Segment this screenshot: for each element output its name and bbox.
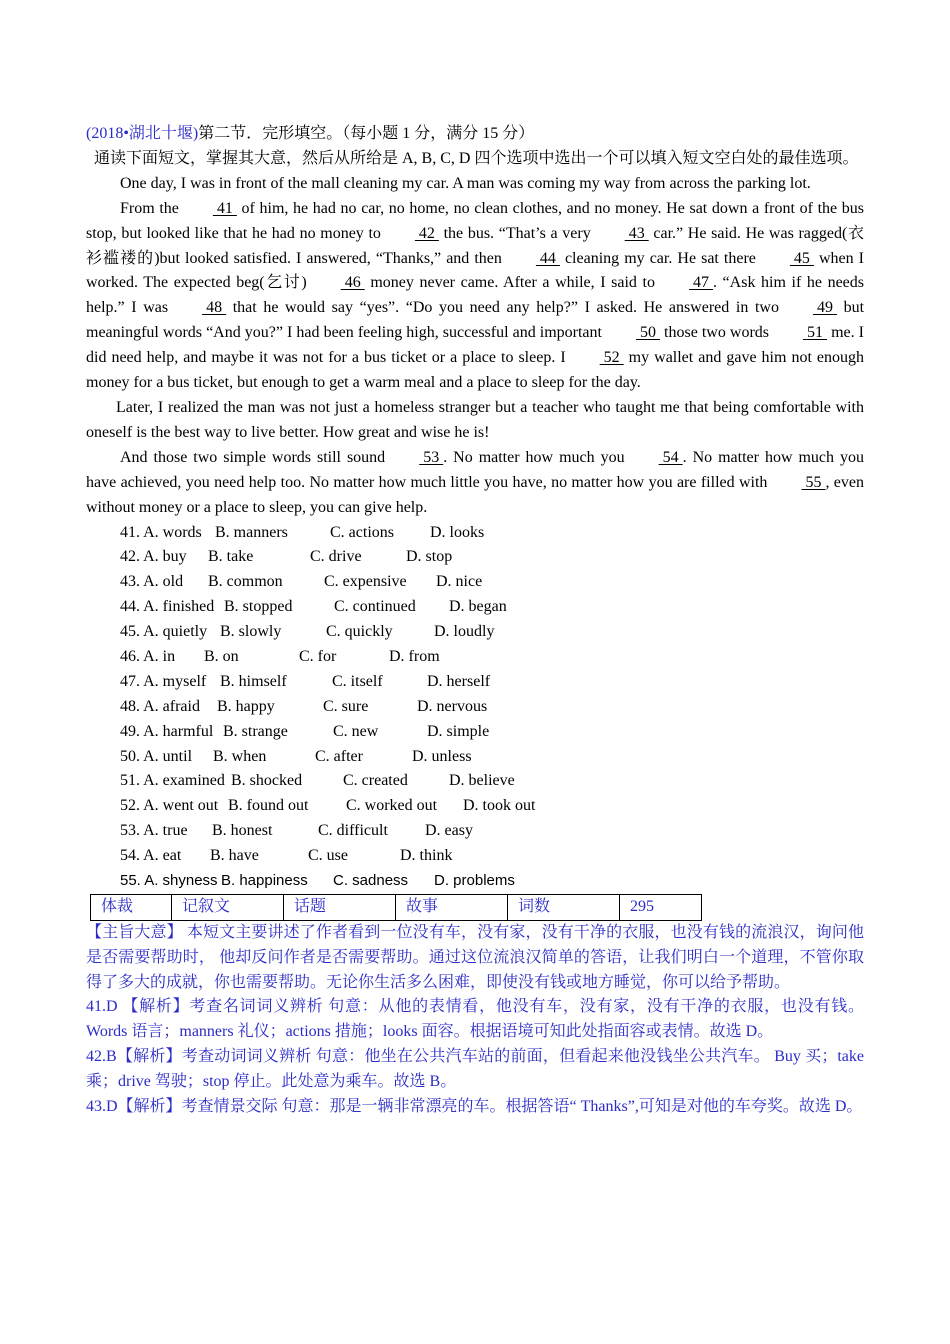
option-45-d: D. loudly xyxy=(434,623,495,641)
option-48-c: C. sure xyxy=(323,697,369,715)
instructions: 通读下面短文，掌握其大意，然后从所给是 A, B, C, D 四个选项中选出一个可以填入短文空白处的最佳选项。 xyxy=(94,149,859,167)
option-44-b: B. stopped xyxy=(224,598,293,616)
option-row-50 xyxy=(120,745,864,770)
question-header xyxy=(86,122,864,147)
option-53-d: D. easy xyxy=(425,822,473,840)
option-48-d: D. nervous xyxy=(417,697,488,715)
option-row-48 xyxy=(120,695,864,720)
option-41-d: D. looks xyxy=(430,523,485,541)
option-53-b: B. honest xyxy=(212,822,273,840)
blank-41: 41 xyxy=(212,199,237,217)
option-row-45 xyxy=(120,620,864,645)
option-row-44 xyxy=(120,595,864,620)
passage-paragraph-1: One day, I was in front of the mall cleaning my car. A man was coming my way from across the parking lot. xyxy=(120,174,811,192)
option-49-d: D. simple xyxy=(427,722,490,740)
option-49-c: C. new xyxy=(333,722,379,740)
option-row-52 xyxy=(120,794,864,819)
option-row-51 xyxy=(120,769,864,794)
option-43-b: B. common xyxy=(208,573,283,591)
option-41-a: 41. A. words xyxy=(120,523,202,541)
main-idea: 【主旨大意】 本短文主要讲述了作者看到一位没有车，没有家，没有干净的衣服，也没有钱的流浪汉，询问他是否需要帮助时， 他却反问作者是否需要帮助。通过这位流浪汉简单的答语，让我们明白一个道理，不管你取得了多大的成就，你也需要帮助。无论你生活多么困难，即使没有钱或地方睡觉，你可以给予帮助。 xyxy=(86,923,864,991)
section-title: 第二节．完形填空。（每小题 1 分，满分 15 分） xyxy=(198,125,535,142)
option-41-c: C. actions xyxy=(330,523,394,541)
option-48-a: 48. A. afraid xyxy=(120,697,200,715)
option-52-c: C. worked out xyxy=(346,797,438,815)
info-cell-genre: 记叙文 xyxy=(172,894,284,920)
option-55-d: D. problems xyxy=(434,871,515,889)
blank-51: 51 xyxy=(803,324,828,342)
option-49-a: 49. A. harmful xyxy=(120,722,214,740)
option-row-43 xyxy=(120,570,864,595)
option-47-a: 47. A. myself xyxy=(120,672,207,690)
source-tag: (2018•湖北十堰) xyxy=(86,125,199,142)
option-51-b: B. shocked xyxy=(231,772,303,790)
blank-52: 52 xyxy=(599,349,624,367)
option-46-b: B. on xyxy=(204,647,239,665)
option-43-a: 43. A. old xyxy=(120,573,184,591)
option-row-49 xyxy=(120,720,864,745)
option-43-d: D. nice xyxy=(436,573,483,591)
option-42-a: 42. A. buy xyxy=(120,548,187,566)
option-50-b: B. when xyxy=(213,747,267,765)
option-row-47 xyxy=(120,670,864,695)
option-47-b: B. himself xyxy=(220,672,287,690)
passage-paragraph-2: From the 41 of him, he had no car, no home, no clean clothes, and no money. He sat down a front of the bus stop, but looked like that he had no money to 42 the bus. “That’s a very 43 car.” He said. He was ragged(衣衫褴褛的)but looked satisfied. I answered, “Thanks,” and then 44 cleaning my car. He sat there 45 when I worked. The expected beg(乞讨) 46 money never came. After a while, I said to 47 . “Ask him if he needs help.” I was 48 that he would say “yes”. “Do you need any help?” I asked. He answered in two 49 but meaningful words “And you?” I had been feeling high, successful and important 50 those two words 51 me. I did need help, and maybe it was not for a bus ticket or a place to sleep. I 52 my wallet and gave him not enough money for a bus ticket, but enough to get a warm meal and a place to sleep for the day. xyxy=(86,197,864,396)
option-47-c: C. itself xyxy=(332,672,383,690)
option-50-a: 50. A. until xyxy=(120,747,193,765)
option-48-b: B. happy xyxy=(217,697,275,715)
info-cell-topic: 故事 xyxy=(396,894,508,920)
option-42-b: B. take xyxy=(208,548,254,566)
info-cell-topic-label: 话题 xyxy=(284,894,396,920)
option-53-a: 53. A. true xyxy=(120,822,188,840)
option-52-d: D. took out xyxy=(463,797,536,815)
option-row-42 xyxy=(120,545,864,570)
option-45-a: 45. A. quietly xyxy=(120,623,208,641)
info-cell-genre-label: 体裁 xyxy=(91,894,172,920)
blank-50: 50 xyxy=(635,324,660,342)
passage-paragraph-3: Later, I realized the man was not just a homeless stranger but a teacher who taught me that being comfortable with oneself is the best way to live better. How great and wise he is! xyxy=(86,398,864,441)
option-45-c: C. quickly xyxy=(326,623,393,641)
option-row-54 xyxy=(120,844,864,869)
option-row-55 xyxy=(120,869,864,894)
blank-53: 53 xyxy=(419,448,444,466)
option-47-d: D. herself xyxy=(427,672,491,690)
analysis-43: 43.D【解析】考查情景交际 句意：那是一辆非常漂亮的车。根据答语“ Thanks”,可知是对他的车夸奖。故选 D。 xyxy=(86,1098,863,1116)
option-44-d: D. began xyxy=(449,598,507,616)
option-51-a: 51. A. examined xyxy=(120,772,225,790)
document-content xyxy=(86,122,864,1120)
option-55-c: C. sadness xyxy=(333,871,409,889)
option-row-41 xyxy=(120,521,864,546)
answer-analysis xyxy=(86,921,864,1120)
blank-43: 43 xyxy=(624,224,649,242)
blank-47: 47 xyxy=(688,274,713,292)
option-row-53 xyxy=(120,819,864,844)
blank-46: 46 xyxy=(340,274,365,292)
option-44-c: C. continued xyxy=(334,598,416,616)
option-52-a: 52. A. went out xyxy=(120,797,219,815)
option-50-d: D. unless xyxy=(412,747,472,765)
blank-44: 44 xyxy=(535,249,560,267)
blank-49: 49 xyxy=(812,299,837,317)
info-cell-wordcount-label: 词数 xyxy=(508,894,620,920)
blank-42: 42 xyxy=(414,224,439,242)
blank-54: 54 xyxy=(658,448,683,466)
option-42-d: D. stop xyxy=(406,548,453,566)
options-list xyxy=(86,521,864,894)
option-55-a: 55. A. shyness xyxy=(120,871,218,889)
option-55-b: B. happiness xyxy=(221,871,308,889)
option-54-b: B. have xyxy=(210,847,259,865)
option-54-a: 54. A. eat xyxy=(120,847,182,865)
passage-paragraph-4: And those two simple words still sound 53 . No matter how much you 54 . No matter how much you have achieved, you need help too. No matter how much little you have, no matter how you are filled with 55 , even without money or a place to sleep, you can give help. xyxy=(86,446,864,521)
blank-48: 48 xyxy=(202,299,227,317)
option-54-d: D. think xyxy=(400,847,453,865)
info-cell-wordcount: 295 xyxy=(620,894,702,920)
analysis-42: 42.B【解析】考查动词词义辨析 句意：他坐在公共汽车站的前面，但看起来他没钱坐公共汽车。 Buy 买；take 乘；drive 驾驶；stop 停止。此处意为乘车。故选 B。 xyxy=(86,1048,864,1091)
option-54-c: C. use xyxy=(308,847,348,865)
option-row-46 xyxy=(120,645,864,670)
option-51-c: C. created xyxy=(343,772,408,790)
option-44-a: 44. A. finished xyxy=(120,598,215,616)
option-51-d: D. believe xyxy=(449,772,515,790)
option-50-c: C. after xyxy=(315,747,363,765)
option-46-d: D. from xyxy=(389,647,440,665)
info-table xyxy=(90,894,702,921)
option-45-b: B. slowly xyxy=(220,623,282,641)
option-46-c: C. for xyxy=(299,647,337,665)
option-42-c: C. drive xyxy=(310,548,362,566)
blank-45: 45 xyxy=(789,249,814,267)
option-41-b: B. manners xyxy=(215,523,288,541)
option-46-a: 46. A. in xyxy=(120,647,176,665)
option-49-b: B. strange xyxy=(223,722,288,740)
blank-55: 55 xyxy=(801,473,826,491)
option-53-c: C. difficult xyxy=(318,822,388,840)
analysis-41: 41.D 【解析】考查名词词义辨析 句意：从他的表情看，他没有车，没有家，没有干净的衣服，也没有钱。Words 语言；manners 礼仪；actions 措施；looks 面容。根据语境可知此处指面容或表情。故选 D。 xyxy=(86,998,864,1041)
option-43-c: C. expensive xyxy=(324,573,407,591)
option-52-b: B. found out xyxy=(228,797,309,815)
